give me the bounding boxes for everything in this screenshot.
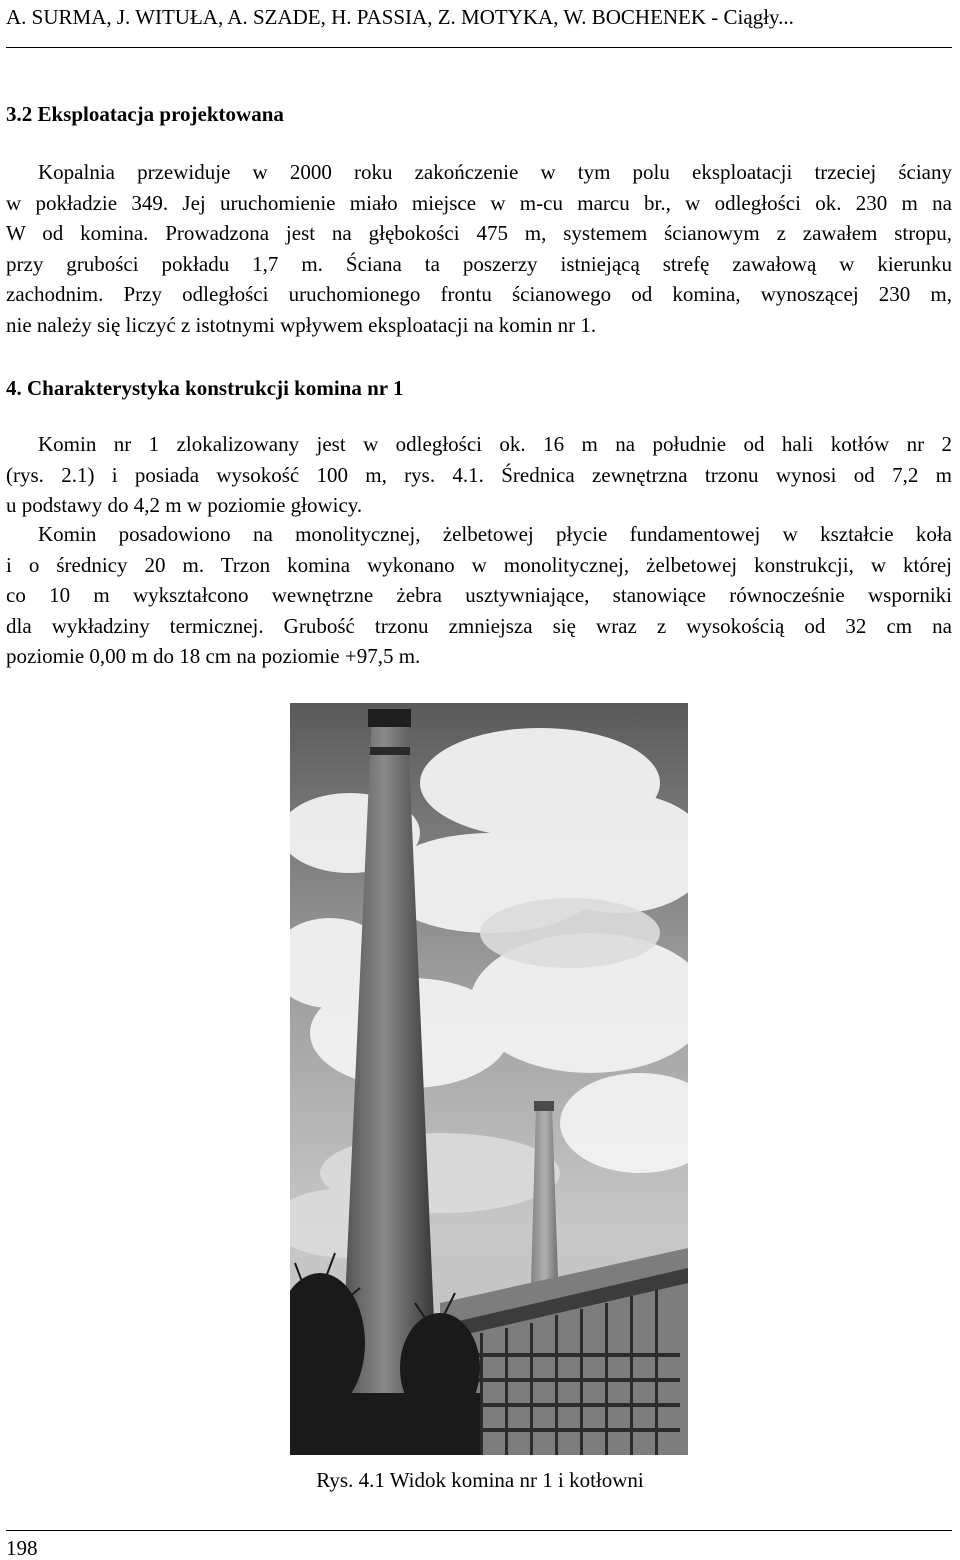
text-line: Komin nr 1 zlokalizowany jest w odległości ok. 16 m na południe od hali kotłów nr 2 <box>38 432 952 456</box>
text-line: Kopalnia przewiduje w 2000 roku zakończenie w tym polu eksploatacji trzeciej ściany <box>38 160 952 184</box>
section-heading-4: 4. Charakterystyka konstrukcji komina nr 1 <box>6 376 404 400</box>
text-line: poziomie 0,00 m do 18 cm na poziomie +97,5 m. <box>6 644 421 668</box>
paragraph-exploitation <box>6 157 952 340</box>
running-head: A. SURMA, J. WITUŁA, A. SZADE, H. PASSIA, Z. MOTYKA, W. BOCHENEK - Ciągły... <box>6 5 794 29</box>
text-line: Komin posadowiono na monolitycznej, żelbetowej płycie fundamentowej w kształcie koła <box>38 522 952 546</box>
text-line: W od komina. Prowadzona jest na głębokości 475 m, systemem ścianowym z zawałem stropu, <box>6 221 952 245</box>
section-heading-3-2: 3.2 Eksploatacja projektowana <box>6 102 284 126</box>
text-line: przy grubości pokładu 1,7 m. Ściana ta poszerzy istniejącą strefę zawałową w kierunku <box>6 251 952 276</box>
footer-rule <box>6 1530 952 1531</box>
text-line: zachodnim. Przy odległości uruchomionego frontu ścianowego od komina, wynoszącej 230 m, <box>6 282 952 306</box>
paragraph-chimney-location <box>6 429 952 521</box>
text-line: u podstawy do 4,2 m w poziomie głowicy. <box>6 493 363 517</box>
text-line: (rys. 2.1) i posiada wysokość 100 m, rys. 4.1. Średnica zewnętrzna trzonu wynosi od 7,2 m <box>6 462 952 487</box>
chimney-photograph <box>290 703 688 1455</box>
paragraph-chimney-construction <box>6 519 952 672</box>
text-line: i o średnicy 20 m. Trzon komina wykonano w monolitycznej, żelbetowej konstrukcji, w której <box>6 552 952 577</box>
figure-caption: Rys. 4.1 Widok komina nr 1 i kotłowni <box>316 1468 644 1492</box>
text-line: w pokładzie 349. Jej uruchomienie miało miejsce w m-cu marcu br., w odległości ok. 230 m na <box>6 190 952 215</box>
text-line: co 10 m wykształcono wewnętrzne żebra usztywniające, stanowiące równocześnie wsporniki <box>6 583 952 607</box>
text-line: nie należy się liczyć z istotnymi wpływem eksploatacji na komin nr 1. <box>6 312 597 337</box>
page-number: 198 <box>6 1536 38 1560</box>
text-line: dla wykładziny termicznej. Grubość trzonu zmniejsza się wraz z wysokością od 32 cm na <box>6 613 952 638</box>
chimney-photo-illustration <box>290 703 688 1455</box>
header-rule <box>6 47 952 48</box>
